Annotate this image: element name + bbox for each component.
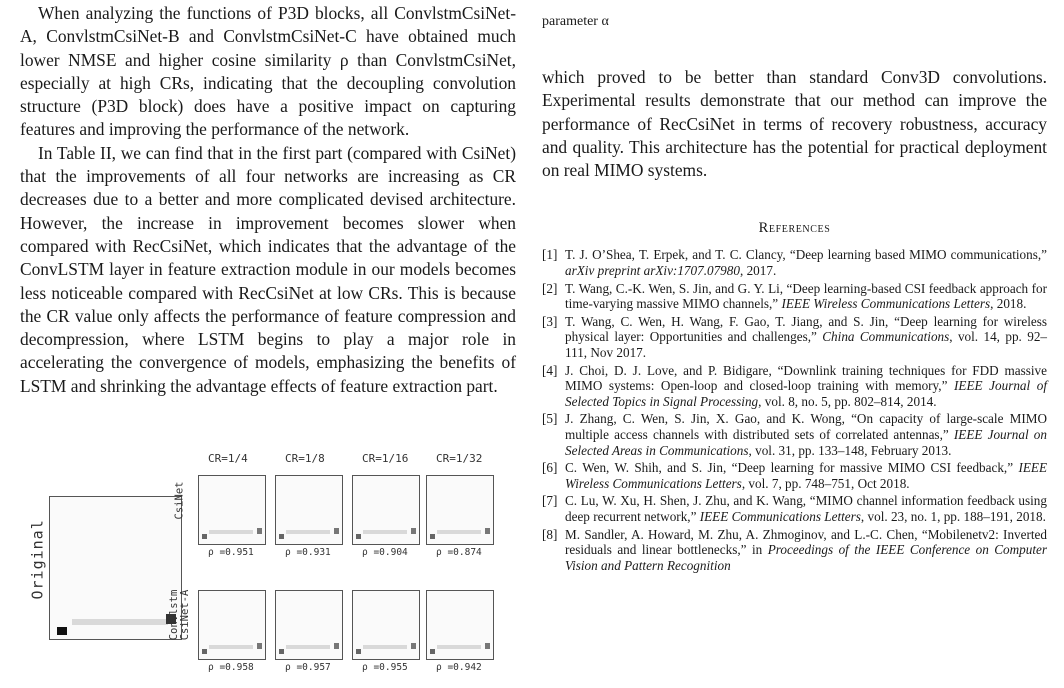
body-paragraph-p3d: When analyzing the functions of P3D blocks, all ConvlstmCsiNet-A, ConvlstmCsiNet-B and ConvlstmCsiNet-C have obtained much lower NMSE and higher cosine similarity ρ than ConvlstmCsiNet, especially at high CRs, indicating that the decoupling convolution structure (P3D block) does have a positive impact on capturing features and improving the performance of the network. bbox=[20, 3, 516, 140]
panel-smear bbox=[286, 530, 330, 534]
reference-number: [1] bbox=[542, 247, 558, 263]
panel-smear bbox=[209, 645, 253, 649]
panel-blob-right bbox=[411, 528, 416, 534]
reference-number: [6] bbox=[542, 460, 558, 476]
reference-text: M. Sandler, A. Howard, M. Zhu, A. Zhmoginov, and L.-C. Chen, “Mobilenetv2: Inverted residuals and linear bottlenecks,” in bbox=[565, 526, 1047, 558]
panel-blob-right bbox=[257, 643, 262, 649]
reference-number: [2] bbox=[542, 280, 558, 296]
reference-item bbox=[542, 460, 1047, 491]
rho-value-label: ρ =0.951 bbox=[208, 547, 254, 558]
rho-value-label: ρ =0.904 bbox=[362, 547, 408, 558]
cr-column-label: CR=1/4 bbox=[208, 452, 248, 465]
rho-value-label: ρ =0.874 bbox=[436, 547, 482, 558]
reference-venue: IEEE Journal on Selected Areas in Communications bbox=[565, 427, 1047, 458]
rho-value-label: ρ =0.958 bbox=[208, 662, 254, 673]
rho-value-label: ρ =0.957 bbox=[285, 662, 331, 673]
reconstruction-panel bbox=[352, 590, 420, 660]
body-paragraph-table-ii: In Table II, we can find that in the first part (compared with CsiNet) that the improvements of all four networks are increasing as CR decreases due to a better and more complicated devised architecture. However, the increase in improvement becomes slower when compared with RecCsiNet, which indicates that the advantage of the ConvLSTM layer in feature extraction module in our models becomes less noticeable compared with RecCsiNet at low CRs. This is because the CR value only affects the performance of feature compression and decompression, where LSTM begins to play a major role in accelerating the convergence of models, emphasizing the benefits of LSTM and shrinking the advantage effects of feature extraction part. bbox=[20, 142, 516, 396]
panel-blob-right bbox=[485, 528, 490, 534]
cr-column-label: CR=1/32 bbox=[436, 452, 483, 465]
model-row-label-line: Convlstm bbox=[168, 589, 180, 641]
panel-smear bbox=[437, 645, 481, 649]
reconstruction-figure bbox=[30, 452, 510, 688]
panel-blob-right bbox=[334, 528, 339, 534]
reference-venue: IEEE Communications Letters bbox=[699, 508, 861, 524]
reference-text: J. Zhang, C. Wen, S. Jin, X. Gao, and K. Wong, “On capacity of large-scale MIMO multiple access channels with distributed sets of correlated antennas,” bbox=[565, 411, 1047, 443]
reconstruction-panel bbox=[275, 590, 343, 660]
reference-number: [7] bbox=[542, 493, 558, 509]
panel-blob-left bbox=[430, 649, 435, 654]
reference-number: [8] bbox=[542, 526, 558, 542]
reference-venue: Proceedings of the IEEE Conference on Computer Vision and Pattern Recognition bbox=[565, 542, 1048, 573]
left-column bbox=[20, 2, 516, 398]
reference-venue: IEEE Wireless Communications Letters bbox=[565, 460, 1047, 491]
reconstruction-panel bbox=[198, 475, 266, 545]
original-blob-left bbox=[57, 627, 67, 635]
model-row-label bbox=[175, 466, 186, 536]
figure-caption-fragment: parameter α bbox=[542, 14, 609, 29]
panel-blob-left bbox=[279, 534, 284, 539]
reference-tail: , 2017. bbox=[739, 263, 777, 279]
reference-text: T. Wang, C. Wen, H. Wang, F. Gao, T. Jiang, and S. Jin, “Deep learning for wireless physical layer: Opportunities and challenges,” bbox=[565, 313, 1047, 345]
reconstruction-panel bbox=[275, 475, 343, 545]
reconstruction-panel bbox=[198, 590, 266, 660]
cr-column-label: CR=1/8 bbox=[285, 452, 325, 465]
panel-blob-left bbox=[202, 649, 207, 654]
reference-item bbox=[542, 411, 1047, 458]
panel-blob-left bbox=[430, 534, 435, 539]
reference-tail: , vol. 7, pp. 748–751, Oct 2018. bbox=[741, 475, 910, 491]
panel-smear bbox=[363, 645, 407, 649]
reference-number: [3] bbox=[542, 313, 558, 329]
reference-number: [5] bbox=[542, 411, 558, 427]
reference-item bbox=[542, 527, 1047, 574]
reconstruction-panel bbox=[352, 475, 420, 545]
panel-blob-right bbox=[411, 643, 416, 649]
reference-item bbox=[542, 281, 1047, 312]
panel-smear bbox=[286, 645, 330, 649]
reference-item bbox=[542, 247, 1047, 278]
reference-item bbox=[542, 314, 1047, 361]
reference-tail: , vol. 14, pp. 92–111, Nov 2017. bbox=[565, 329, 1048, 361]
reference-venue: IEEE Journal of Selected Topics in Signal Processing bbox=[565, 378, 1048, 409]
reference-text: T. J. O’Shea, T. Erpek, and T. C. Clancy, “Deep learning based MIMO communications,” bbox=[565, 247, 1047, 263]
reference-number: [4] bbox=[542, 362, 558, 378]
reference-list bbox=[542, 247, 1047, 573]
reference-venue: China Communications bbox=[822, 329, 950, 345]
original-panel bbox=[49, 496, 182, 640]
panel-smear bbox=[209, 530, 253, 534]
reference-tail: , 2018. bbox=[990, 296, 1027, 312]
panel-smear bbox=[363, 530, 407, 534]
panel-blob-left bbox=[279, 649, 284, 654]
reference-text: C. Lu, W. Xu, H. Shen, J. Zhu, and K. Wang, “MIMO channel information feedback using deep recurrent network,” bbox=[565, 493, 1047, 524]
rho-value-label: ρ =0.942 bbox=[436, 662, 482, 673]
model-row-label-line: CsiNet bbox=[173, 481, 186, 520]
panel-blob-left bbox=[356, 649, 361, 654]
reference-tail: , vol. 23, no. 1, pp. 188–191, 2018. bbox=[860, 508, 1046, 524]
reference-item bbox=[542, 363, 1047, 410]
original-smear bbox=[72, 619, 168, 625]
reference-text: T. Wang, C.-K. Wen, S. Jin, and G. Y. Li, “Deep learning-based CSI feedback approach for time-varying massive MIMO channels,” bbox=[565, 280, 1047, 312]
reference-text: C. Wen, W. Shih, and S. Jin, “Deep learning for massive MIMO CSI feedback,” bbox=[565, 460, 1019, 476]
panel-blob-left bbox=[202, 534, 207, 539]
reference-text: J. Choi, D. J. Love, and P. Bidigare, “Downlink training techniques for FDD massive MIMO systems: Open-loop and closed-loop training with memory,” bbox=[565, 362, 1047, 394]
model-row-label-line: CsiNet-A bbox=[179, 589, 191, 641]
reference-item bbox=[542, 493, 1047, 524]
rho-value-label: ρ =0.931 bbox=[285, 547, 331, 558]
conclusion-paragraph: which proved to be better than standard Conv3D convolutions. Experimental results demonstrate that our method can improve the performance of RecCsiNet in terms of recovery robustness, accuracy and quality. This architecture has the potential for practical deployment on real MIMO systems. bbox=[542, 67, 1047, 181]
model-row-label bbox=[169, 580, 191, 650]
panel-smear bbox=[437, 530, 481, 534]
cr-column-label: CR=1/16 bbox=[362, 452, 409, 465]
reference-venue: arXiv preprint arXiv:1707.07980 bbox=[565, 263, 740, 279]
references-heading: References bbox=[758, 220, 831, 237]
reconstruction-panel bbox=[426, 590, 494, 660]
panel-blob-right bbox=[334, 643, 339, 649]
reference-tail: , vol. 31, pp. 133–148, February 2013. bbox=[748, 442, 952, 458]
rho-value-label: ρ =0.955 bbox=[362, 662, 408, 673]
right-column bbox=[542, 0, 1047, 575]
panel-blob-left bbox=[356, 534, 361, 539]
reference-venue: IEEE Wireless Communications Letters bbox=[781, 296, 991, 312]
panel-blob-right bbox=[257, 528, 262, 534]
original-row-label: Original bbox=[28, 519, 47, 600]
panel-blob-right bbox=[485, 643, 490, 649]
reconstruction-panel bbox=[426, 475, 494, 545]
reference-tail: , vol. 8, no. 5, pp. 802–814, 2014. bbox=[758, 393, 937, 409]
